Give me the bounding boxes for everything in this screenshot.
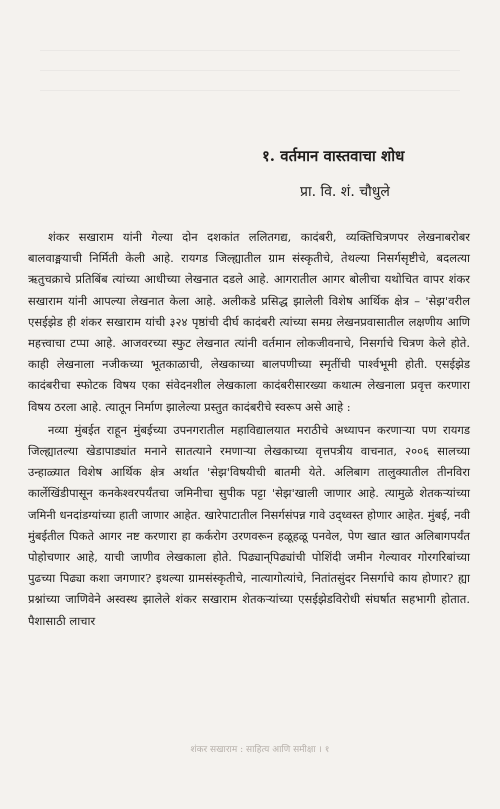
show-through-line <box>40 70 460 71</box>
show-through-line <box>40 50 460 51</box>
paragraph-2: नव्या मुंबईत राहून मुंबईच्या उपनगरातील महाविद्यालयात मराठीचे अध्यापन करणाऱ्या पण रायगड जिल्ह्यातल्या खेडापाड्यांत मनाने सातत्याने रमणाऱ्या लेखकाच्या वृत्तपत्रीय वाचनात, २००६ सालच्या उन्हाळ्यात विशेष आर्थिक क्षेत्र अर्थात 'सेझ'विषयीची बातमी येते. अलिबाग तालुक्यातील तीनविरा कार्लेखिंडीपासून कनकेश्वरपर्यंतचा जमिनीचा सुपीक पट्टा 'सेझ'खाली जाणार आहे. त्यामुळे शेतकऱ्यांच्या जमिनी धनदांडग्यांच्या हाती जाणार आहेत. खारेपाटातील निसर्गसंपन्न गावे उद्ध्वस्त होणार आहेत. मुंबई, नवी मुंबईतील पिकते आगर नष्ट करणारा हा कर्करोग उरणवरून हळूहळू पनवेल, पेण खात खात अलिबागपर्यंत पोहोचणार आहे, याची जाणीव लेखकाला होते. पिढ्यान्‌पिढ्यांची पोशिंदी जमीन गेल्यावर गोरगरिबांच्या पुढच्या पिढ्या कशा जगणार? इथल्या ग्रामसंस्कृतीचे, नात्यागोत्यांचे, नितांतसुंदर निसर्गाचे काय होणार? ह्या प्रश्नांच्या जाणिवेने अस्वस्थ झालेले शंकर सखाराम शेतकऱ्यांच्या एसईझेडविरोधी संघर्षात सहभागी होतात. पैशासाठी लाचार <box>28 422 470 628</box>
chapter-body <box>28 227 470 634</box>
chapter-author: प्रा. वि. शं. चौधुले <box>300 184 390 200</box>
paragraph-1: शंकर सखाराम यांनी गेल्या दोन दशकांत ललितगद्य, कादंबरी, व्यक्तिचित्रणपर लेखनाबरोबर बालवाङ्मयाची निर्मिती केली आहे. रायगड जिल्ह्यातील ग्राम संस्कृतीचे, तेथल्या निसर्गसृष्टीचे, बदलत्या ऋतुचक्राचे प्रतिबिंब त्यांच्या आधीच्या लेखनात दडले आहे. आगरातील आगर बोलीचा यथोचित वापर शंकर सखाराम यांनी आपल्या लेखनात केला आहे. अलीकडे प्रसिद्ध झालेली विशेष आर्थिक क्षेत्र – 'सेझ'वरील एसईझेड ही शंकर सखाराम यांची ३२४ पृष्ठांची दीर्घ कादंबरी त्यांच्या समग्र लेखनप्रवासातील लक्षणीय आणि महत्त्वाचा टप्पा आहे. आजवरच्या स्फुट लेखनात त्यांनी वर्तमान लोकजीवनाचे, निसर्गाचे चित्रण केले होते. काही लेखनाला नजीकच्या भूतकाळाची, लेखकाच्या बालपणीच्या स्मृतींची पार्श्वभूमी होती. एसईझेड कादंबरीचा स्फोटक विषय एका संवेदनशील लेखकाला कादंबरीसारख्या कथात्म लेखनाला प्रवृत्त करणारा विषय ठरला आहे. त्यातून निर्माण झालेल्या प्रस्तुत कादंबरीचे स्वरूप असे आहे : <box>28 230 470 414</box>
page-footer: शंकर सखाराम : साहित्य आणि समीक्षा । १ <box>190 745 330 755</box>
chapter-title: १. वर्तमान वास्तवाचा शोध <box>262 147 405 165</box>
show-through-line <box>40 90 460 91</box>
